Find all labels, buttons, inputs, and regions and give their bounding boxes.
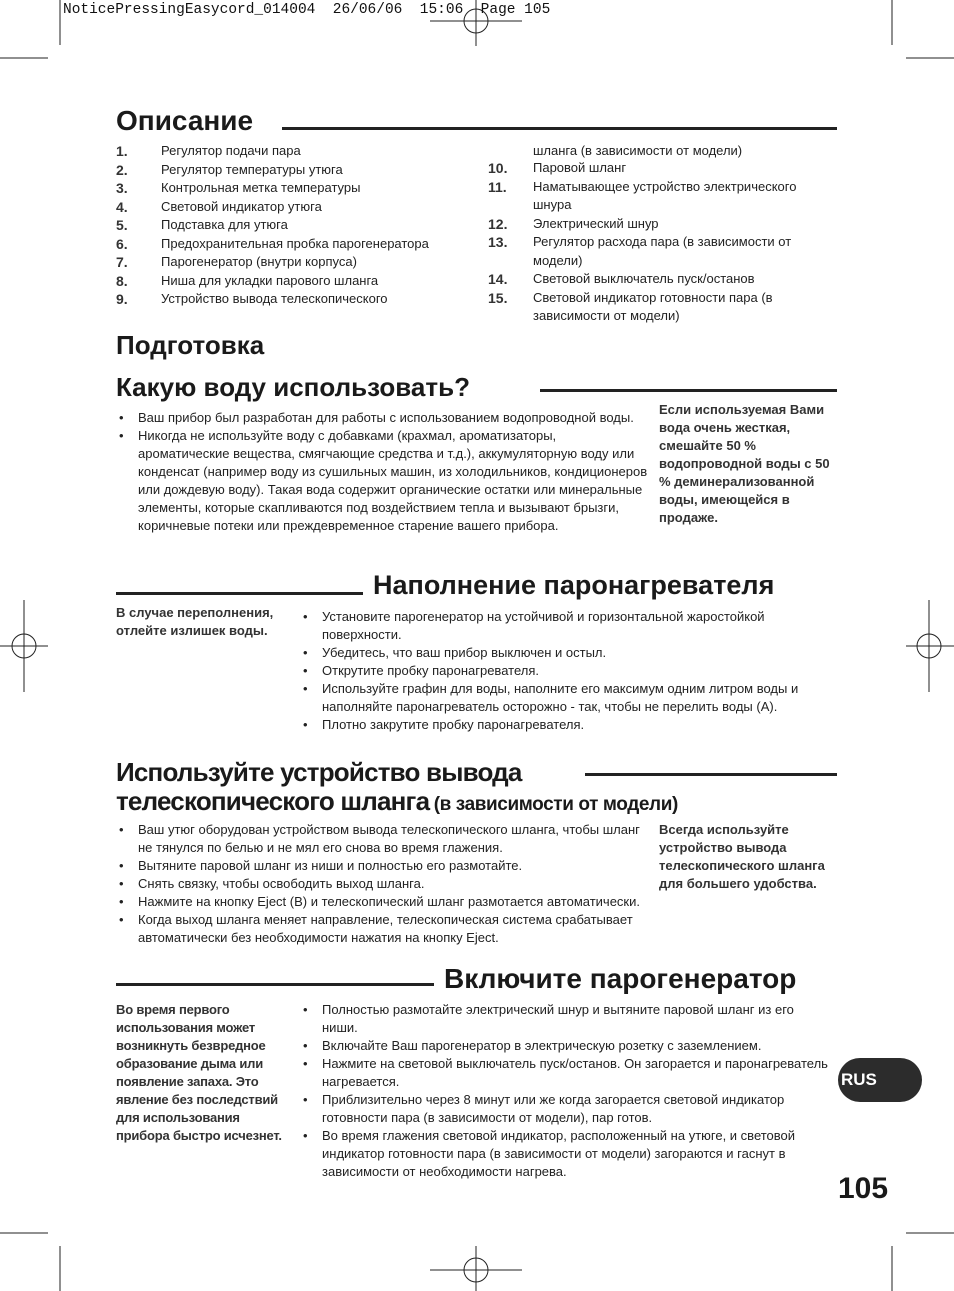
item-number: 11. bbox=[488, 178, 507, 195]
item-text: Устройство вывода телескопического bbox=[161, 291, 388, 306]
list-item bbox=[488, 178, 838, 215]
bullet-item: • Ваш прибор был разработан для работы с использованием водопроводной воды. bbox=[116, 409, 651, 427]
title-rule bbox=[282, 127, 837, 130]
water-title: Какую воду использовать? bbox=[116, 372, 470, 402]
item-text: Электрический шнур bbox=[533, 215, 659, 231]
title-rule bbox=[585, 773, 837, 776]
bullet-item: • Во время глажения световой индикатор, расположенный на утюге, и световой индикатор готовности пара (в зависимости от модели) загораются и гаснут в зависимости от необходимости нагрева. bbox=[300, 1127, 830, 1181]
bullet-item: • Плотно закрутите пробку паронагревателя. bbox=[300, 716, 830, 734]
list-item bbox=[488, 215, 838, 234]
item-number: 9. bbox=[116, 291, 128, 307]
item-text: Паровой шланг bbox=[533, 160, 627, 175]
filling-title: Наполнение паронагревателя bbox=[373, 570, 775, 600]
item-text: Парогенератор (внутри корпуса) bbox=[161, 254, 357, 269]
list-item bbox=[116, 198, 461, 217]
list-item bbox=[488, 159, 838, 178]
item-text: Световой индикатор утюга bbox=[161, 198, 322, 214]
list-item bbox=[116, 235, 461, 254]
item-number: 15. bbox=[488, 289, 508, 306]
bullet-item: • Никогда не используйте воду с добавками (крахмал, ароматизаторы, ароматические вещества, смягчающие средства и т.д.), аккумуляторную воду или конденсат (например воду из сушильных машин, из холодильников, кондиционеров или дождевую воду). Такая вода содержит органические остатки или минеральные элементы, которые скапливаются под воздействием тепла и вызывают брызги, коричневые потеки или преждевременное старение вашего прибора. bbox=[116, 427, 651, 535]
bullet-item: • Установите парогенератор на устойчивой и горизонтальной жаростойкой поверхности. bbox=[300, 608, 830, 644]
bullet-item: • Убедитесь, что ваш прибор выключен и остыл. bbox=[300, 644, 830, 662]
print-header: NoticePressingEasycord_014004 26/06/06 15:06 Page 105 bbox=[63, 2, 551, 18]
item-text: Предохранительная пробка парогенератора bbox=[161, 235, 429, 251]
list-item bbox=[116, 216, 461, 235]
item-number: 10. bbox=[488, 160, 508, 176]
filling-note: В случае переполнения, отлейте излишек воды. bbox=[116, 605, 274, 638]
item-number: 1. bbox=[116, 143, 128, 159]
item-number: 5. bbox=[116, 217, 128, 233]
list-item bbox=[116, 290, 461, 309]
bullet-item: • Ваш утюг оборудован устройством вывода телескопического шланга, чтобы шланг не тянулся по белью и не мял его снова во время глажения. bbox=[116, 821, 651, 857]
water-note: Если используемая Вами вода очень жесткая, смешайте 50 % водопроводной воды с 50 % деминерализованной воды, имеющейся в продаже. bbox=[659, 402, 830, 525]
list-item bbox=[116, 272, 461, 291]
title-rule bbox=[116, 983, 434, 986]
title-rule bbox=[540, 389, 837, 392]
item-text: Световой индикатор готовности пара (в зависимости от модели) bbox=[533, 289, 773, 323]
title-rule bbox=[116, 592, 363, 595]
item-text: Наматывающее устройство электрического шнура bbox=[533, 178, 797, 212]
bullet-item: • Полностью размотайте электрический шнур и вытяните паровой шланг из его ниши. bbox=[300, 1001, 830, 1037]
list-item bbox=[488, 233, 838, 270]
hose-title-line2 bbox=[116, 786, 678, 817]
item-number: 12. bbox=[488, 215, 508, 232]
item-number: 8. bbox=[116, 272, 128, 289]
item-text: Подставка для утюга bbox=[161, 217, 288, 232]
water-list bbox=[116, 409, 651, 535]
bullet-item: • Нажмите на кнопку Eject (B) и телескопический шланг размотается автоматически. bbox=[116, 893, 651, 911]
item-number: 14. bbox=[488, 271, 508, 287]
list-item bbox=[116, 253, 461, 272]
description-list-left bbox=[116, 142, 461, 309]
item-text: Регулятор температуры утюга bbox=[161, 161, 343, 177]
list-item bbox=[116, 142, 461, 161]
item-number: 7. bbox=[116, 254, 128, 270]
hose-title-main: телескопического шланга bbox=[116, 786, 430, 816]
item-number: 2. bbox=[116, 161, 128, 178]
list-item bbox=[116, 161, 461, 180]
filling-list bbox=[300, 608, 830, 734]
list-item bbox=[116, 179, 461, 198]
bullet-item: • Приблизительно через 8 минут или же когда загорается световой индикатор готовности пара (в зависимости от модели), пар готов. bbox=[300, 1091, 830, 1127]
hose-note: Всегда используйте устройство вывода телескопического шланга для большего удобства. bbox=[659, 822, 825, 891]
item-text: Контрольная метка температуры bbox=[161, 180, 361, 195]
description-title: Описание bbox=[116, 105, 254, 136]
bullet-item: • Используйте графин для воды, наполните его максимум одним литром воды и наполняйте паронагреватель осторожно - так, чтобы не перелить воды (A). bbox=[300, 680, 830, 716]
hose-list bbox=[116, 821, 651, 947]
bullet-item: • Нажмите на световой выключатель пуск/останов. Он загорается и паронагреватель нагревается. bbox=[300, 1055, 830, 1091]
bullet-item: • Когда выход шланга меняет направление, телескопическая система срабатывает автоматически без необходимости нажатия на кнопку Eject. bbox=[116, 911, 651, 947]
switchon-title: Включите парогенератор bbox=[444, 963, 797, 994]
language-tab: RUS bbox=[838, 1058, 922, 1102]
item-text: Регулятор расхода пара (в зависимости от модели) bbox=[533, 234, 792, 268]
switchon-list bbox=[300, 1001, 830, 1181]
switchon-note: Во время первого использования может возникнуть безвредное образование дыма или появление запаха. Это явление без последствий для использования прибора быстро исчезнет. bbox=[116, 1002, 282, 1143]
list-item bbox=[488, 289, 838, 326]
item-text: Световой выключатель пуск/останов bbox=[533, 271, 755, 286]
item-number: 6. bbox=[116, 235, 128, 252]
item-text: Регулятор подачи пара bbox=[161, 143, 301, 158]
bullet-item: • Снять связку, чтобы освободить выход шланга. bbox=[116, 875, 651, 893]
item-number: 13. bbox=[488, 234, 508, 250]
item-text: Ниша для укладки парового шланга bbox=[161, 272, 379, 288]
hose-title-line1: Используйте устройство вывода bbox=[116, 757, 522, 787]
item-number: 3. bbox=[116, 180, 128, 196]
page-number: 105 bbox=[838, 1172, 889, 1205]
preparation-title: Подготовка bbox=[116, 330, 265, 360]
hose-title-suffix: (в зависимости от модели) bbox=[433, 794, 678, 815]
bullet-item: • Включайте Ваш парогенератор в электрическую розетку с заземлением. bbox=[300, 1037, 830, 1055]
bullet-item: • Открутите пробку паронагревателя. bbox=[300, 662, 830, 680]
item-number: 4. bbox=[116, 198, 128, 215]
bullet-item: • Вытяните паровой шланг из ниши и полностью его размотайте. bbox=[116, 857, 651, 875]
description-continuation: шланга (в зависимости от модели) bbox=[533, 143, 743, 158]
list-item bbox=[488, 270, 838, 289]
description-list-right bbox=[488, 159, 838, 326]
